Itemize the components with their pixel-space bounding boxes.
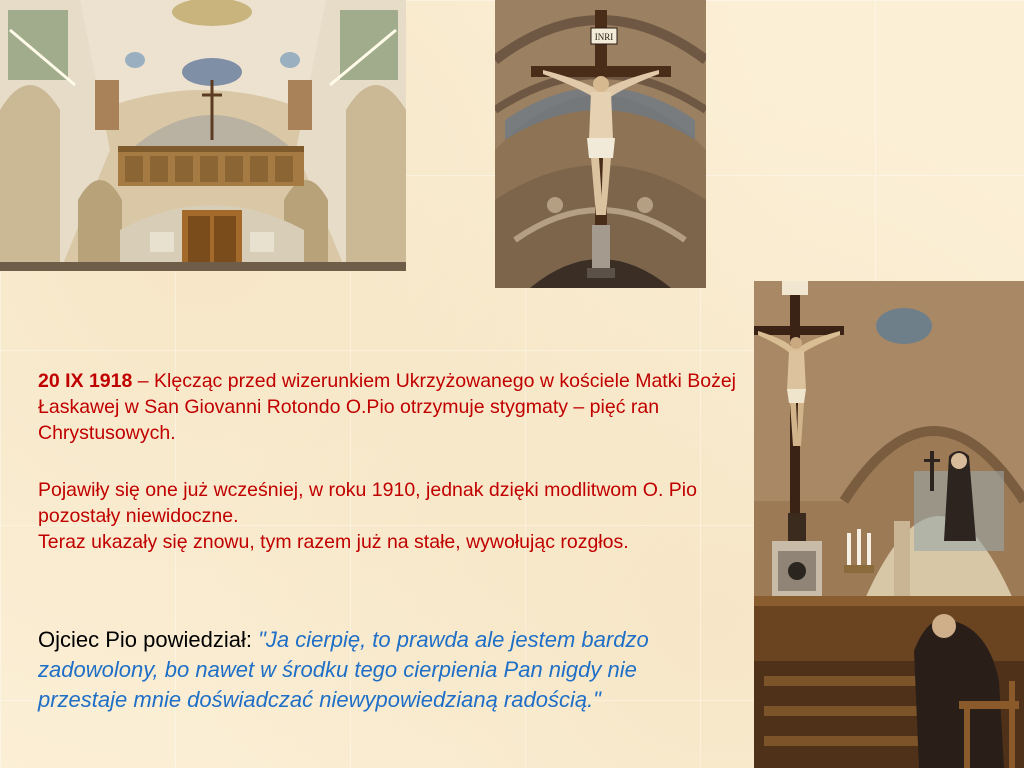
visible-again-text: Teraz ukazały się znowu, tym razem już na stałe, wywołując rozgłos. — [38, 531, 629, 553]
stigmata-text: – Klęcząc przed wizerunkiem Ukrzyżowanego w kościele Matki Bożej Łaskawej w San Giovanni Rotondo O.Pio otrzymuje stygmaty – pięć ran Chrystusowych. — [38, 370, 736, 444]
padre-pio-quote — [38, 625, 678, 715]
crucifix-photo — [495, 0, 706, 288]
date-label: 20 IX 1918 — [38, 370, 133, 392]
earlier-stigmata-text: Pojawiły się one już wcześniej, w roku 1910, jednak dzięki modlitwom O. Pio pozostały niewidoczne. — [38, 479, 697, 527]
quote-text: "Ja cierpię, to prawda ale jestem bardzo zadowolony, bo nawet w środku tego cierpienia Pan nigdy nie przestaje mnie doświadczać niewypowiedzianą radością." — [38, 627, 649, 712]
earlier-stigmata-paragraph — [38, 477, 743, 555]
quote-intro: Ojciec Pio powiedział: — [38, 627, 259, 652]
church-interior-photo — [0, 0, 406, 271]
inri-label: INRI — [594, 32, 614, 42]
chapel-praying-photo — [754, 281, 1024, 768]
stigmata-paragraph — [38, 368, 738, 446]
